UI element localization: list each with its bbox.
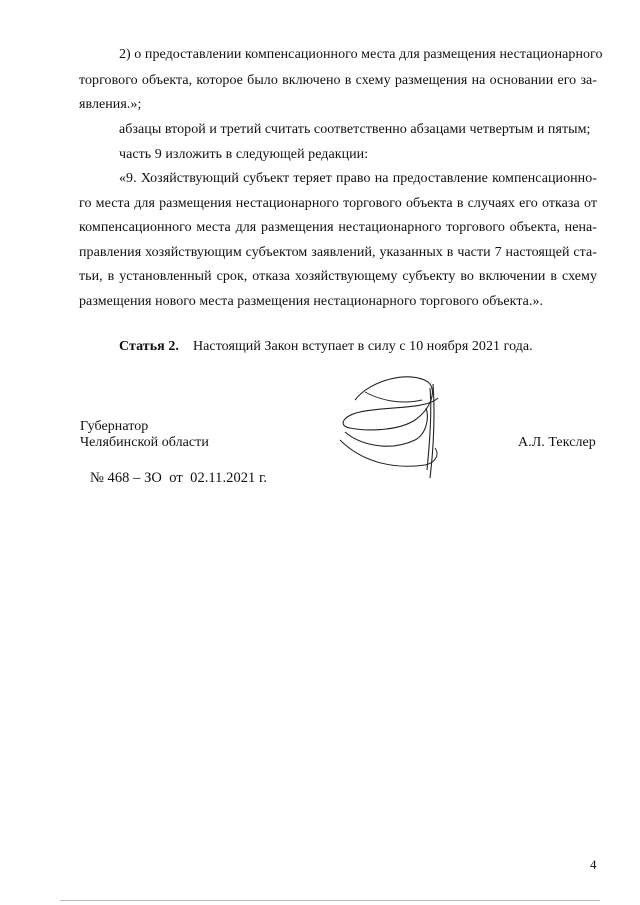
page-number: 4 [590,857,597,872]
body-line-5: часть 9 изложить в следующей редакции: [119,147,369,162]
body-line-4: абзацы второй и третий считать соответственно абзацами четвертым и пятым; [119,122,591,137]
signatory-position-line2: Челябинской области [80,435,209,450]
signatory-name: А.Л. Текслер [518,435,596,450]
article-text: Настоящий Закон вступает в силу с 10 ноября 2021 года. [193,339,533,354]
body-line-2: торгового объекта, которое было включено в схему размещения на основании его за- [79,73,597,88]
article-label: Статья 2. [119,339,179,354]
signatory-position-line1: Губернатор [80,419,149,434]
handwritten-signature [330,370,455,485]
body-line-8: компенсационного места для размещения нестационарного торгового объекта, нена- [79,220,597,235]
body-line-11: размещения нового места размещения нестационарного торгового объекта.». [79,294,544,309]
body-line-1: 2) о предоставлении компенсационного места для размещения нестационарного [119,47,603,62]
body-line-10: тьи, в установленный срок, отказа хозяйствующему субъекту во включении в схему [79,269,597,284]
body-line-7: го места для размещения нестационарного торгового объекта в случаях его отказа от [79,196,597,211]
law-number: № 468 – ЗО от 02.11.2021 г. [90,470,268,486]
body-line-3: явления.»; [79,97,142,112]
body-line-6: «9. Хозяйствующий субъект теряет право на предоставление компенсационно- [119,171,597,186]
bottom-divider [60,900,600,901]
body-line-9: правления хозяйствующим субъектом заявлений, указанных в части 7 настоящей ста- [79,245,597,260]
